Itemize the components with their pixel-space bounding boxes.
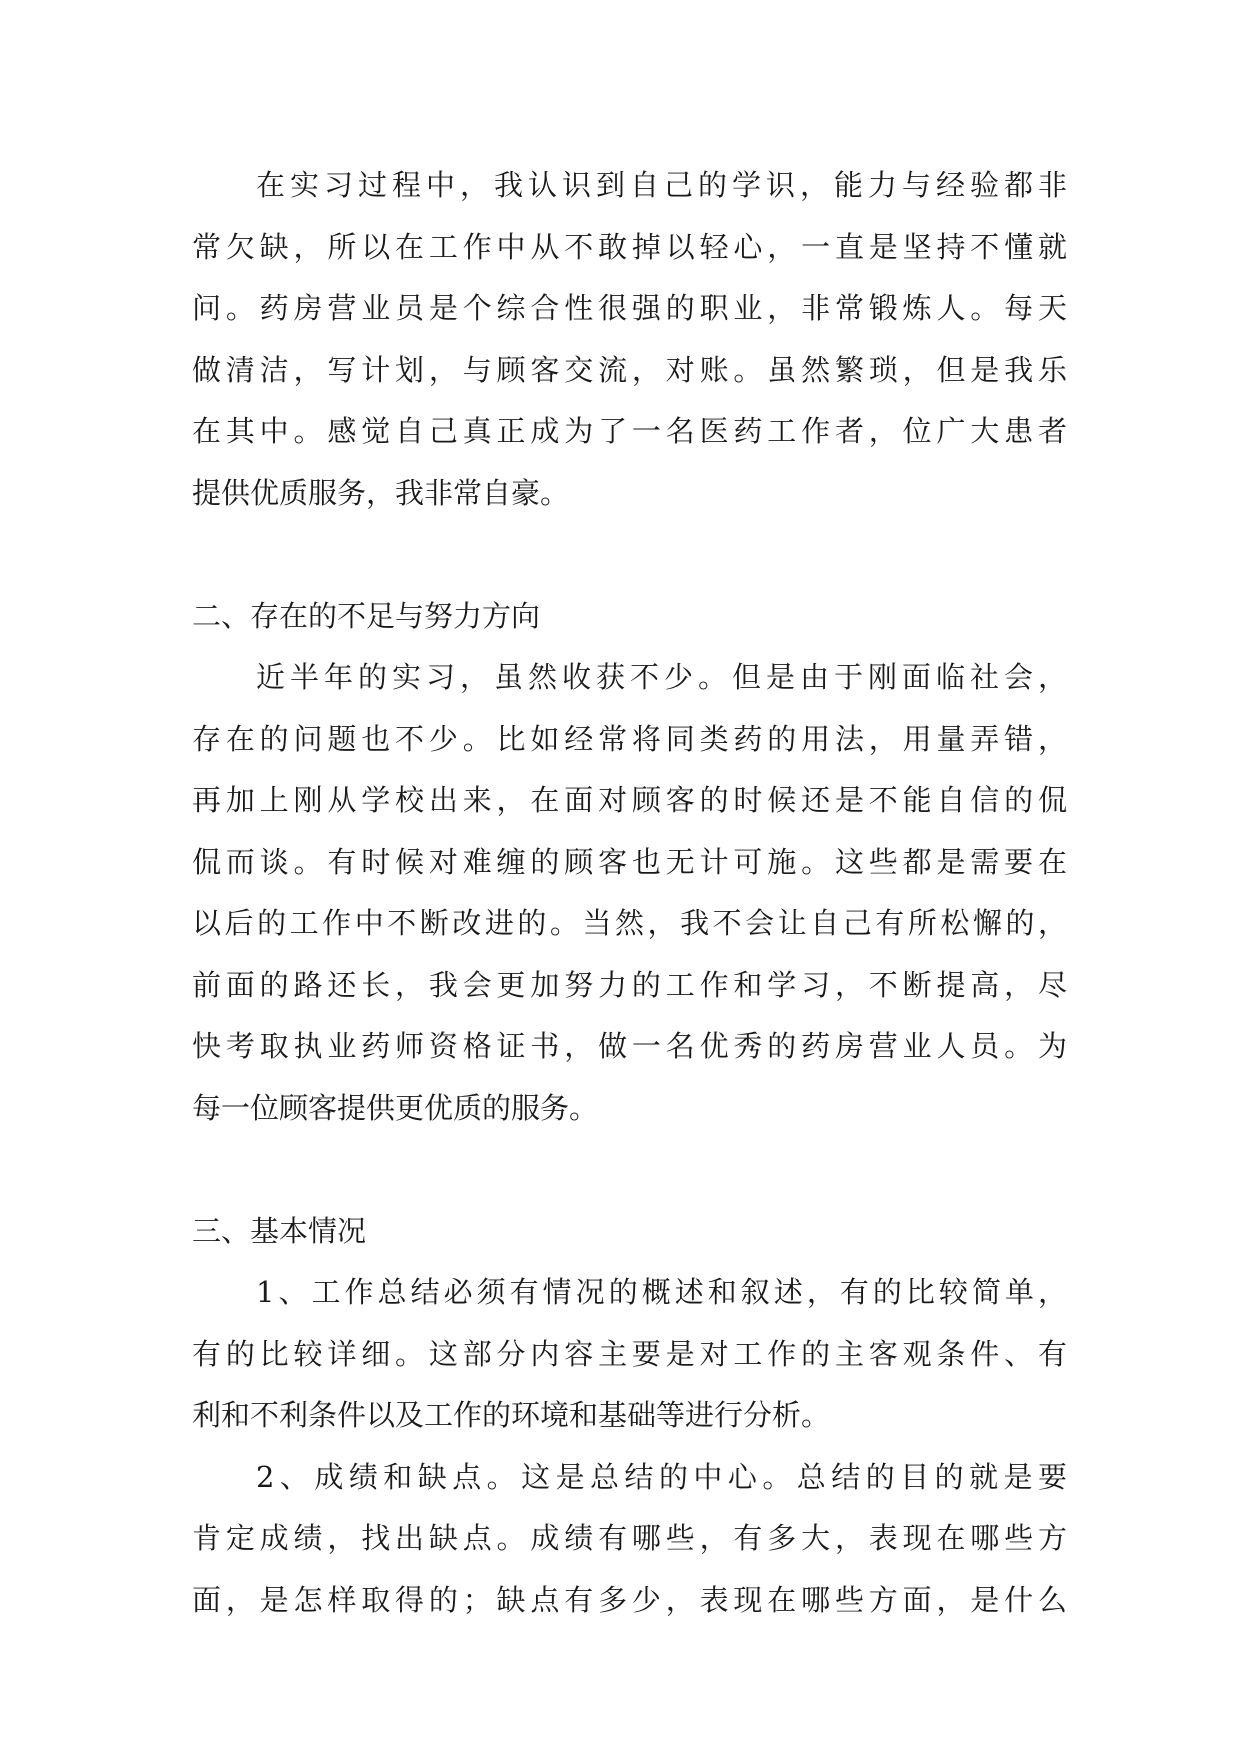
- text-line: 面，是怎样取得的；缺点有多少，表现在哪些方面，是什么: [192, 1582, 1067, 1617]
- text-line: 快考取执业药师资格证书，做一名优秀的药房营业人员。为: [192, 1029, 1067, 1063]
- document-body: [192, 155, 1067, 1631]
- text-line: 利和不利条件以及工作的环境和基础等进行分析。: [192, 1398, 831, 1432]
- text-line: 再加上刚从学校出来，在面对顾客的时候还是不能自信的侃: [192, 783, 1067, 817]
- section-heading-shortcomings: 二、存在的不足与努力方向: [192, 598, 541, 633]
- paragraph-shortcomings: [192, 647, 1067, 1139]
- paragraph-item-2: [192, 1447, 1067, 1632]
- paragraph-item-1: [192, 1262, 1067, 1447]
- text-line: 肯定成绩，找出缺点。成绩有哪些，有多大，表现在哪些方: [192, 1521, 1067, 1555]
- text-line: 前面的路还长，我会更加努力的工作和学习，不断提高，尽: [192, 967, 1067, 1002]
- text-line: 问。药房营业员是个综合性很强的职业，非常锻炼人。每天: [192, 291, 1067, 325]
- text-line: 常欠缺，所以在工作中从不敢掉以轻心，一直是坚持不懂就: [192, 229, 1067, 264]
- text-line: 存在的问题也不少。比如经常将同类药的用法，用量弄错，: [192, 721, 1067, 756]
- text-line: 每一位顾客提供更优质的服务。: [192, 1090, 599, 1125]
- text-line: 侃而谈。有时候对难缠的顾客也无计可施。这些都是需要在: [192, 844, 1067, 879]
- text-line: 近半年的实习，虽然收获不少。但是由于刚面临社会，: [256, 660, 1067, 694]
- text-line: 提供优质服务，我非常自豪。: [192, 475, 570, 510]
- section-heading-basic-situation: 三、基本情况: [192, 1213, 367, 1248]
- text-line: 以后的工作中不断改进的。当然，我不会让自己有所松懈的，: [192, 906, 1067, 940]
- text-line: 有的比较详细。这部分内容主要是对工作的主客观条件、有: [192, 1336, 1067, 1371]
- blank-line: [192, 524, 1067, 586]
- text-line: 做清洁，写计划，与顾客交流，对账。虽然繁琐，但是我乐: [192, 352, 1067, 387]
- text-line: 1、工作总结必须有情况的概述和叙述，有的比较简单，: [256, 1275, 1067, 1309]
- text-line: 在实习过程中，我认识到自己的学识，能力与经验都非: [256, 168, 1067, 202]
- text-line: 2、成绩和缺点。这是总结的中心。总结的目的就是要: [256, 1459, 1067, 1494]
- blank-line: [192, 1139, 1067, 1201]
- paragraph-internship: [192, 155, 1067, 524]
- text-line: 在其中。感觉自己真正成为了一名医药工作者，位广大患者: [192, 414, 1067, 448]
